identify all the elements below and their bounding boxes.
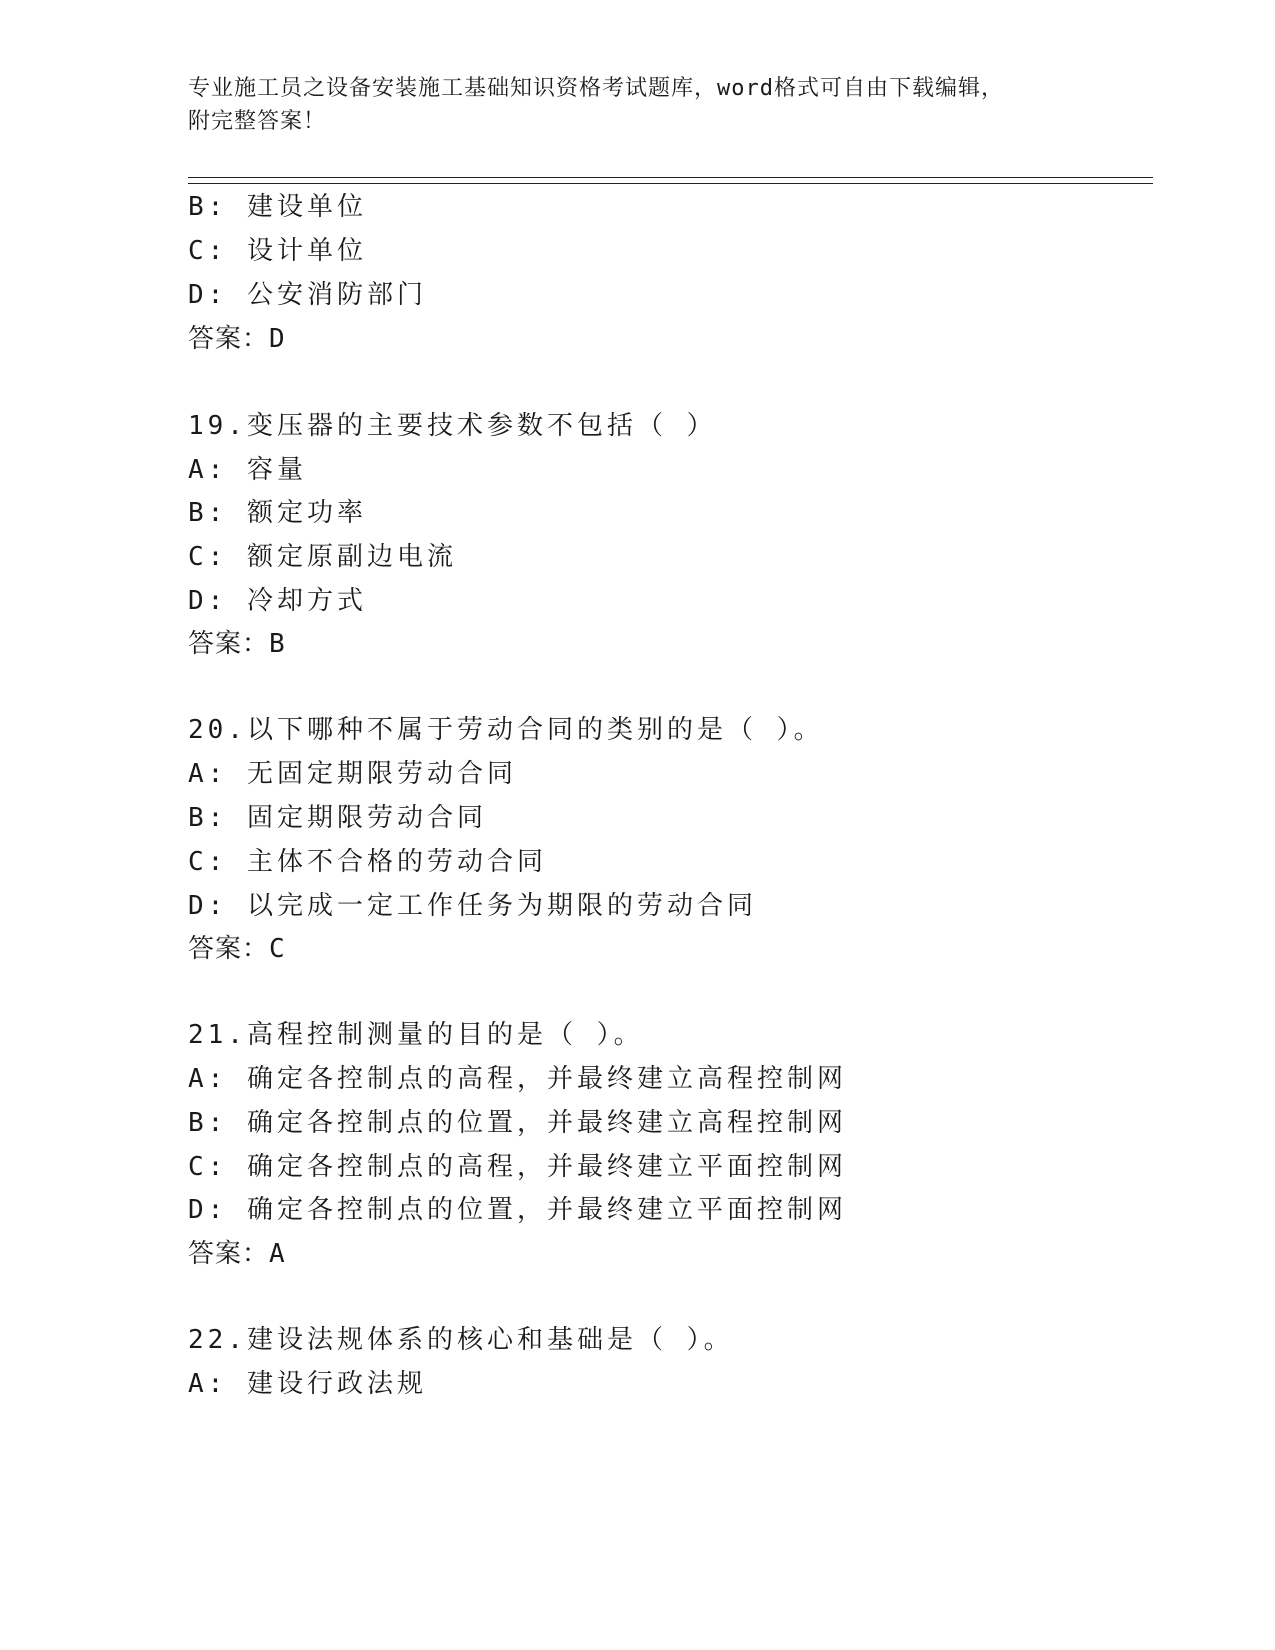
question-line: 19.变压器的主要技术参数不包括（ ）	[188, 411, 717, 441]
document-header	[188, 72, 1088, 138]
answer-line: 答案：C	[188, 934, 286, 964]
question-line: 22.建设法规体系的核心和基础是（ ）。	[188, 1325, 734, 1355]
option-line: D: 确定各控制点的位置，并最终建立平面控制网	[188, 1195, 847, 1225]
answer-line: 答案：D	[188, 324, 286, 354]
answer-line: 答案：B	[188, 629, 286, 659]
option-line: C: 额定原副边电流	[188, 542, 457, 572]
option-line: C: 设计单位	[188, 236, 367, 266]
option-line: B: 固定期限劳动合同	[188, 803, 487, 833]
header-line-1: 专业施工员之设备安装施工基础知识资格考试题库，word格式可自由下载编辑，	[188, 76, 1004, 101]
header-divider-top	[188, 177, 1153, 178]
question-line: 21.高程控制测量的目的是（ ）。	[188, 1020, 644, 1050]
option-line: C: 主体不合格的劳动合同	[188, 847, 547, 877]
question-line: 20.以下哪种不属于劳动合同的类别的是（ ）。	[188, 715, 824, 745]
option-line: A: 确定各控制点的高程，并最终建立高程控制网	[188, 1064, 847, 1094]
option-line: D: 公安消防部门	[188, 280, 427, 310]
option-line: D: 冷却方式	[188, 586, 367, 616]
option-line: B: 确定各控制点的位置，并最终建立高程控制网	[188, 1108, 847, 1138]
header-line-2: 附完整答案！	[188, 109, 327, 134]
answer-line: 答案：A	[188, 1239, 286, 1269]
option-line: C: 确定各控制点的高程，并最终建立平面控制网	[188, 1152, 847, 1182]
header-divider-bottom	[188, 183, 1153, 184]
option-line: A: 容量	[188, 455, 307, 485]
option-line: D: 以完成一定工作任务为期限的劳动合同	[188, 891, 757, 921]
option-line: B: 建设单位	[188, 192, 367, 222]
option-line: B: 额定功率	[188, 498, 367, 528]
option-line: A: 建设行政法规	[188, 1369, 427, 1399]
option-line: A: 无固定期限劳动合同	[188, 759, 517, 789]
